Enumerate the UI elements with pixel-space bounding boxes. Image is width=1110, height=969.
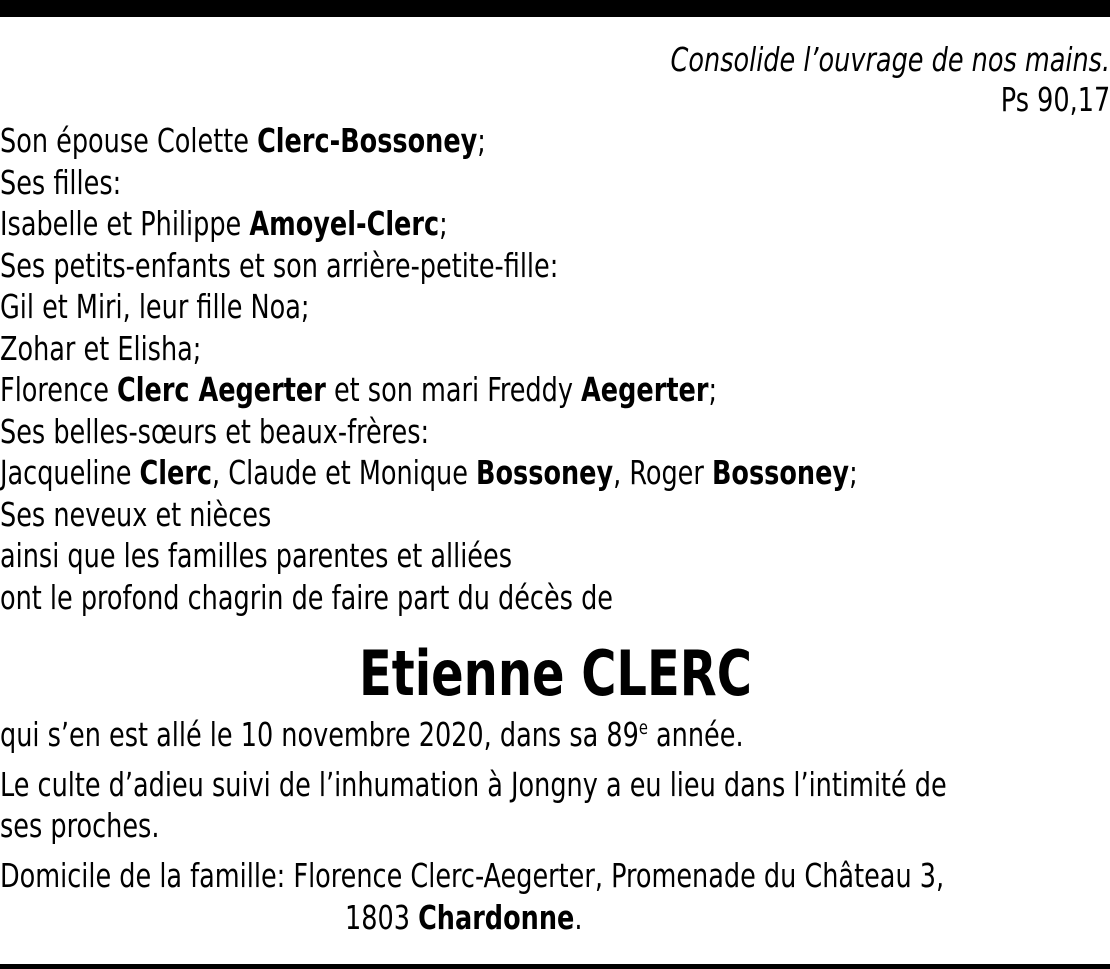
surname: Clerc-Bossoney [257, 121, 478, 160]
family-line: Jacqueline Clerc, Claude et Monique Bossoney, Roger Bossoney; [0, 453, 858, 492]
surname: Clerc Aegerter [117, 370, 326, 409]
passing-date: qui s’en est allé le 10 novembre 2020, dans sa 89e année. [0, 715, 744, 754]
family-line: Isabelle et Philippe Amoyel-Clerc; [0, 204, 448, 243]
family-line: ainsi que les familles parentes et alliées [0, 536, 513, 575]
family-line: Ses petits-enfants et son arrière-petite-fille: [0, 245, 559, 285]
surname: Clerc [139, 453, 213, 492]
surname: Bossoney [476, 453, 614, 492]
family-line: Ses neveux et nièces [0, 494, 272, 534]
family-line: ont le profond chagrin de faire part du décès de [0, 577, 614, 617]
family-line: Zohar et Elisha; [0, 328, 202, 368]
surname: Aegerter [581, 370, 709, 409]
bottom-rule [0, 964, 1110, 969]
family-line: Son épouse Colette Clerc-Bossoney; [0, 121, 486, 160]
family-list [0, 120, 1110, 618]
family-line: Ses belles-sœurs et beaux-frères: [0, 411, 430, 451]
obituary-notice [0, 40, 1110, 939]
surname: Amoyel-Clerc [249, 204, 440, 243]
family-line: Ses filles: [0, 162, 122, 202]
top-rule [0, 0, 1110, 17]
family-line: Gil et Miri, leur fille Noa; [0, 287, 310, 326]
surname: Bossoney [711, 453, 850, 492]
ceremony-info: Le culte d’adieu suivi de l’inhumation à Jongny a eu lieu dans l’intimité de ses proches. [0, 764, 947, 845]
family-domicile: Domicile de la famille: Florence Clerc-Aegerter, Promenade du Château 3, 1803 Chardonne. [0, 855, 945, 937]
verse-reference: Ps 90,17 [1000, 80, 1110, 119]
town: Chardonne [418, 897, 575, 937]
family-line: Florence Clerc Aegerter et son mari Freddy Aegerter; [0, 370, 718, 409]
deceased-name-block [0, 638, 1110, 710]
bible-verse [0, 40, 1110, 120]
verse-quote: Consolide l’ouvrage de nos mains. [670, 40, 1110, 79]
deceased-name: Etienne CLERC [358, 637, 752, 710]
